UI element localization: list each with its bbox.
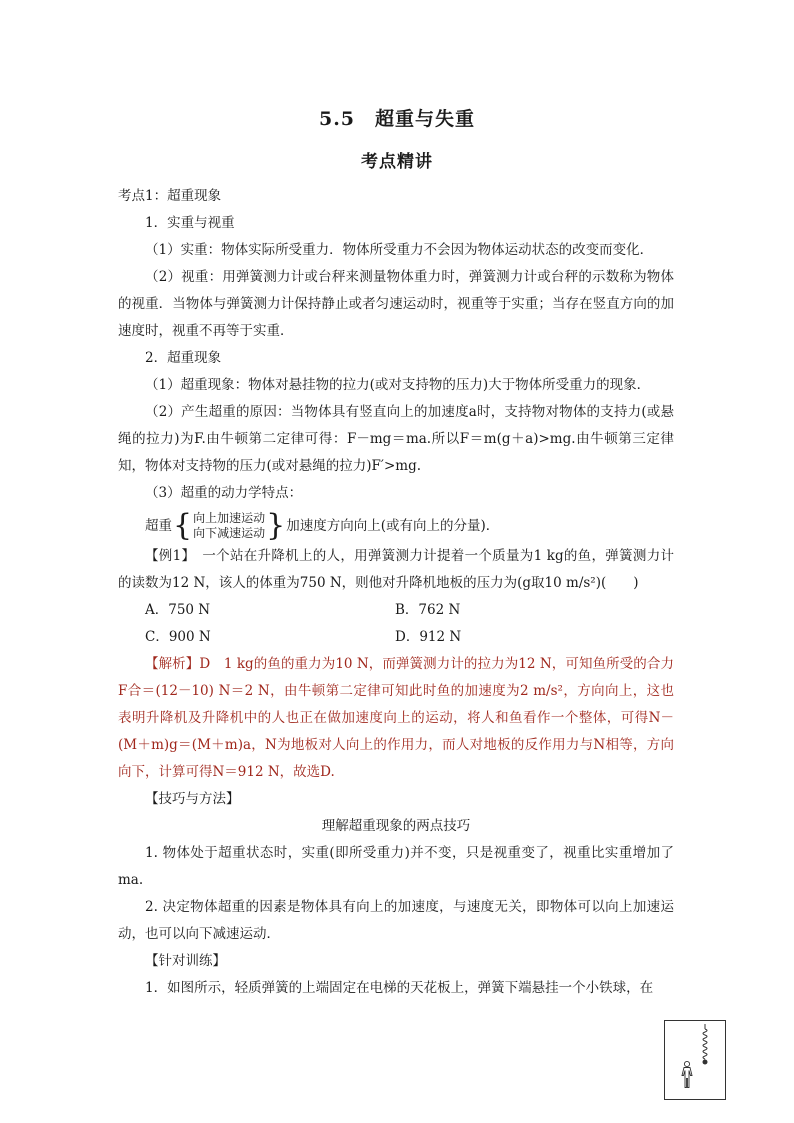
right-brace-icon: } [266, 508, 286, 543]
point1-paragraph-2: （2）视重：用弹簧测力计或台秤来测量物体重力时，弹簧测力计或台秤的示数称为物体的视重．当物体与弹簧测力计保持静止或者匀速运动时，视重等于实重；当存在竖直方向的加速度时，视重不再等于实重． [118, 269, 674, 339]
training-item-1: 1．如图所示，轻质弹簧的上端固定在电梯的天花板上，弹簧下端悬挂一个小铁球，在 [145, 980, 654, 996]
point1-heading: 1．实重与视重 [145, 215, 235, 231]
page-subtitle: 考点精讲 [361, 152, 433, 172]
person-icon [682, 1061, 692, 1087]
section-heading: 考点1：超重现象 [118, 188, 222, 204]
tips-heading: 【技巧与方法】 [145, 791, 240, 807]
elevator-figure [664, 1020, 726, 1100]
option-d: D．912 N [395, 629, 462, 645]
left-brace-icon: { [173, 508, 193, 543]
bracket-tail: 加速度方向向上(或有向上的分量)． [286, 517, 500, 534]
training-heading: 【针对训练】 [145, 953, 226, 969]
option-b: B．762 N [395, 602, 461, 618]
point2-paragraph-1: （1）超重现象：物体对悬挂物的拉力(或对支持物的压力)大于物体所受重力的现象． [145, 377, 651, 393]
bracket-line-2: 向下减速运动 [193, 526, 266, 540]
point2-paragraph-2: （2）产生超重的原因：当物体具有竖直向上的加速度a时，支持物对物体的支持力(或悬绳的拉力)为F.由牛顿第二定律可得：F－mg＝ma.所以F＝m(g＋a)>mg.由牛顿第三定律知，物体对支持物的压力(或对悬绳的拉力)F′>mg. [118, 404, 674, 474]
tips-item-1: 1. 物体处于超重状态时，实重(即所受重力)并不变，只是视重变了，视重比实重增加了ma. [118, 845, 674, 888]
point1-paragraph-1: （1）实重：物体实际所受重力．物体所受重力不会因为物体运动状态的改变而变化． [145, 242, 654, 258]
bracket-stack [193, 511, 265, 541]
tips-item-2: 2. 决定物体超重的因素是物体具有向上的加速度，与速度无关，即物体可以向上加速运动，也可以向下减速运动． [118, 899, 674, 942]
example-question: 【例1】 一个站在升降机上的人，用弹簧测力计提着一个质量为1 kg的鱼，弹簧测力计的读数为12 N，该人的体重为750 N，则他对升降机地板的压力为(g取10 m/s²)( ) [118, 548, 674, 591]
tips-center-title: 理解超重现象的两点技巧 [321, 818, 471, 834]
dynamics-bracket [145, 509, 674, 543]
page-title: 5.5 超重与失重 [318, 108, 476, 130]
options-row-1 [118, 597, 674, 624]
option-c: C．900 N [145, 629, 211, 645]
options-row-2 [118, 624, 674, 651]
bracket-label: 超重 [145, 517, 172, 534]
bracket-line-1: 向上加速运动 [193, 511, 266, 525]
example-analysis: 【解析】D 1 kg的鱼的重力为10 N，而弹簧测力计的拉力为12 N，可知鱼所受的合力F合＝(12－10) N＝2 N，由牛顿第二定律可知此时鱼的加速度为2 m/s²，方向向上，这也表明升降机及升降机中的人也正在做加速度向上的运动，将人和鱼看作一个整体，可得N－(M＋m)g＝(M＋m)a，N为地板对人向上的作用力，而人对地板的反作用力与N相等，方向向下，计算可得N＝912 N，故选D. [118, 656, 674, 780]
point2-heading: 2．超重现象 [145, 350, 222, 366]
document-body [118, 183, 674, 1002]
spring-person-illustration [665, 1021, 724, 1098]
point2-paragraph-3: （3）超重的动力学特点： [145, 485, 303, 501]
ball-icon [703, 1060, 708, 1065]
spring-icon [703, 1029, 707, 1059]
option-a: A．750 N [145, 602, 211, 618]
